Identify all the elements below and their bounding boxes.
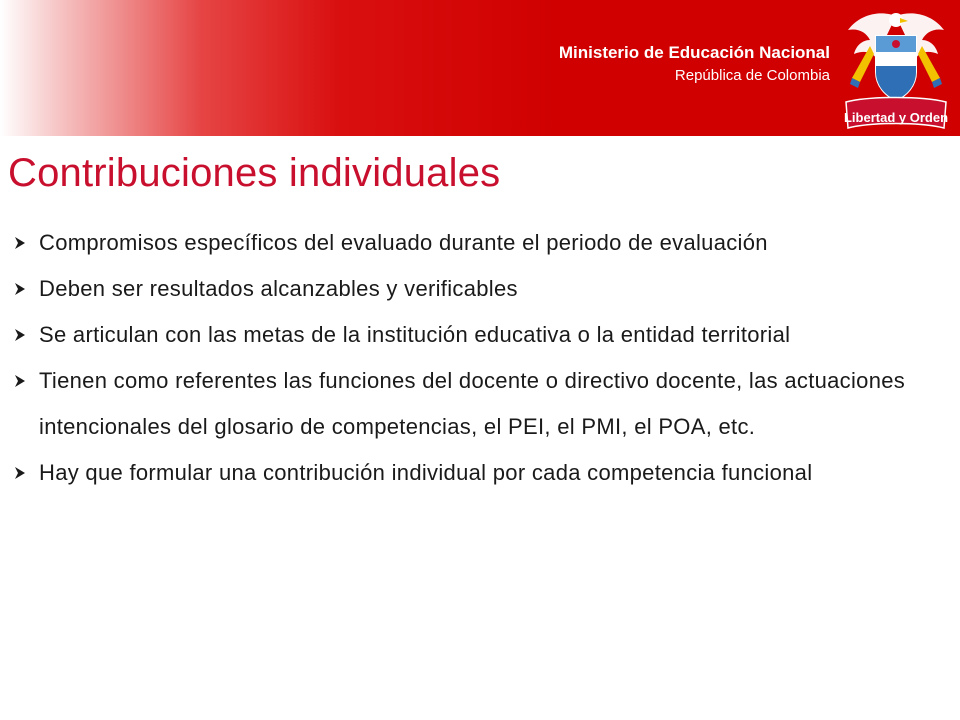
bullet-text: Deben ser resultados alcanzables y verificables [39, 276, 518, 301]
bullet-text: Se articulan con las metas de la institución educativa o la entidad territorial [39, 322, 791, 347]
ministry-block [559, 42, 830, 86]
bullet-text: Tienen como referentes las funciones del docente o directivo docente, las actuaciones intencionales del glosario de competencias, el PEI, el PMI, el POA, etc. [39, 368, 906, 439]
bullet-list [14, 220, 954, 496]
arrow-bullet-icon [14, 466, 26, 480]
slide-title: Contribuciones individuales [8, 151, 501, 195]
arrow-bullet-icon [14, 236, 26, 250]
bullet-text: Compromisos específicos del evaluado durante el periodo de evaluación [39, 230, 768, 255]
arrow-bullet-icon [14, 374, 26, 388]
bullet-item [14, 312, 954, 358]
ministry-name: Ministerio de Educación Nacional [558, 43, 830, 62]
ministry-subtitle: República de Colombia [674, 67, 830, 84]
bullet-item [14, 266, 954, 312]
bullet-item [14, 450, 954, 496]
colombia-coat-of-arms-icon [840, 6, 952, 132]
bullet-item [14, 358, 954, 450]
crest-motto: Libertad y Orden [843, 110, 949, 125]
arrow-bullet-icon [14, 328, 26, 342]
arrow-bullet-icon [14, 282, 26, 296]
bullet-text: Hay que formular una contribución individual por cada competencia funcional [39, 460, 813, 485]
bullet-item [14, 220, 954, 266]
header-banner [0, 0, 960, 136]
